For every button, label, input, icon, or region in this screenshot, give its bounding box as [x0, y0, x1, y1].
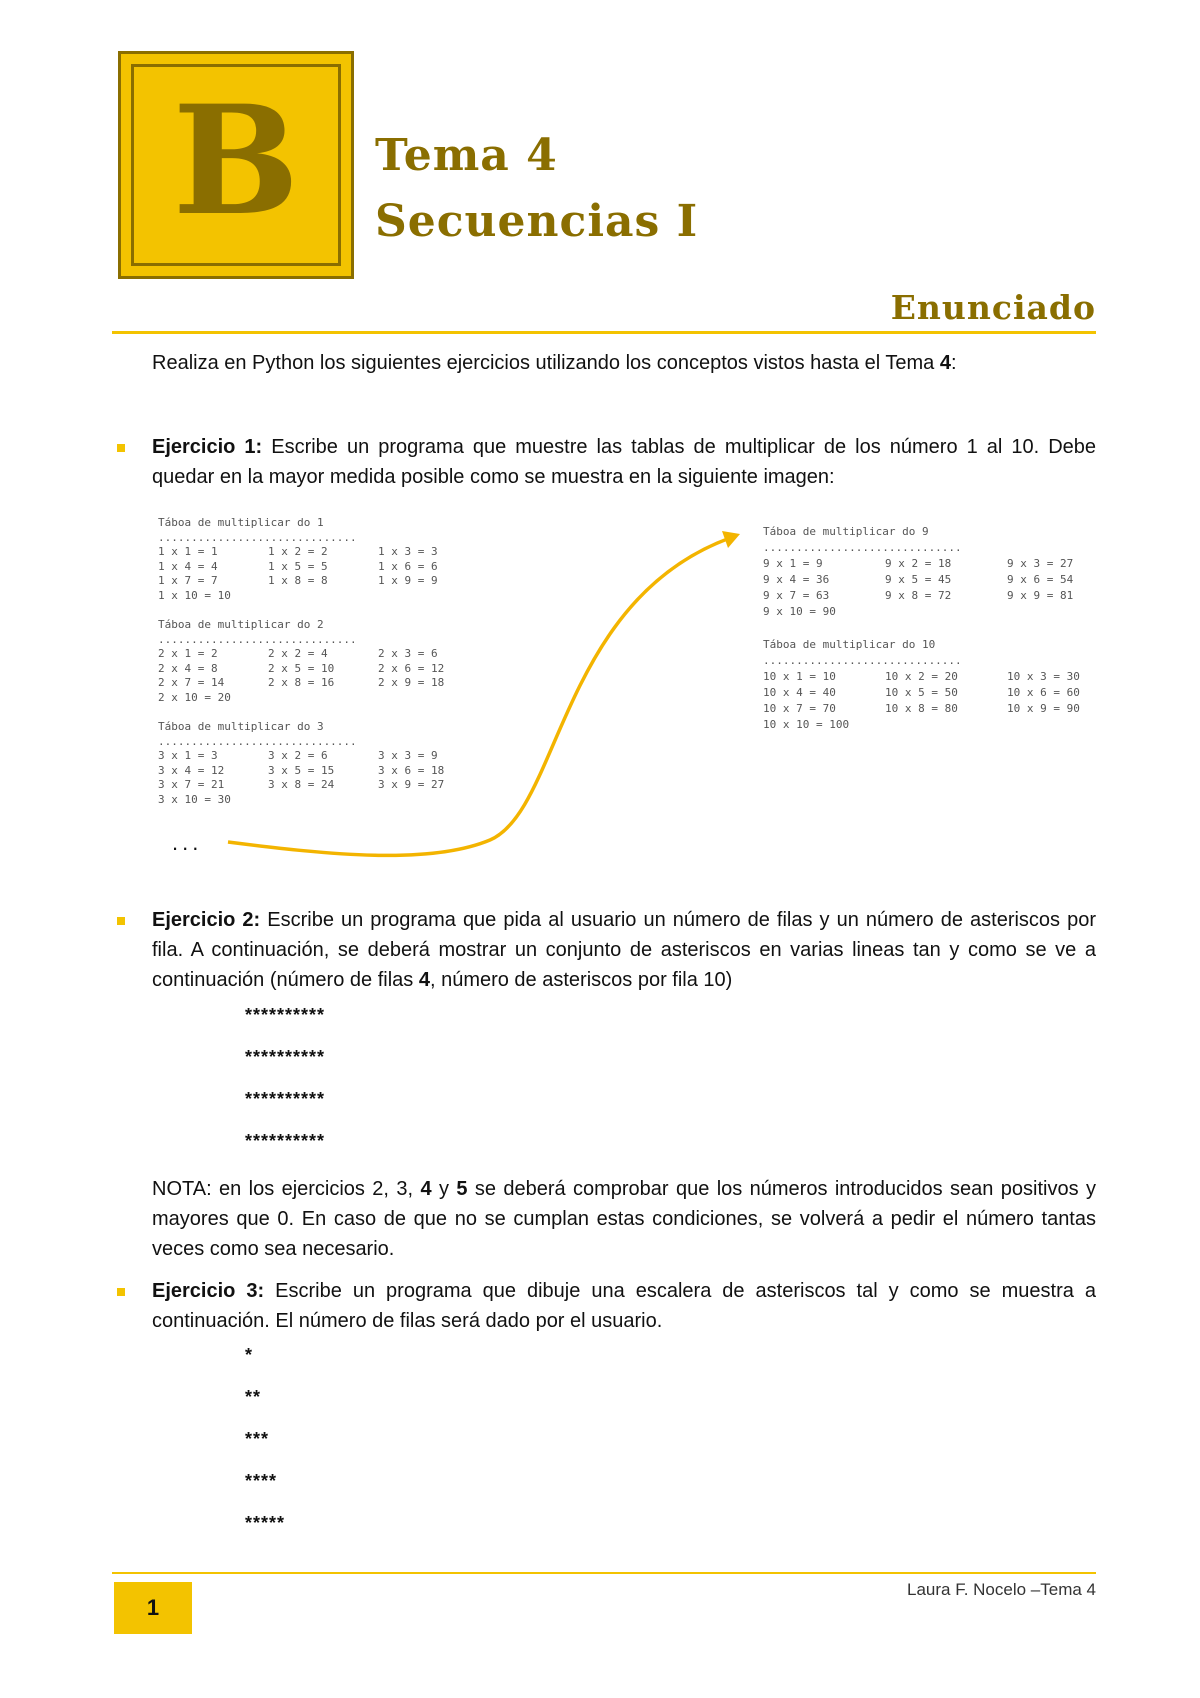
arrow-line — [228, 538, 730, 855]
ex3-body: Escribe un programa que dibuje una escalera de asteriscos tal y como se muestra a continuación. El número de filas será dado por el usuario. — [152, 1280, 1097, 1332]
table-cell: 10 x 5 = 50 — [885, 686, 958, 699]
table-cell: 2 x 10 = 20 — [158, 690, 231, 704]
nota-b: y — [431, 1178, 457, 1200]
footer-rule — [112, 1572, 1096, 1574]
table-cell: 1 x 8 = 8 — [268, 574, 328, 587]
nota-text — [152, 1174, 1096, 1264]
ex1-label: Ejercicio 1: — [152, 436, 263, 458]
ex2-stars-row: ********** — [245, 1005, 326, 1025]
table-cell: 9 x 5 = 45 — [885, 573, 952, 586]
table-cell: 1 x 2 = 2 — [268, 545, 328, 558]
table-cell: 1 x 6 = 6 — [378, 559, 438, 573]
table-cell: 9 x 9 = 81 — [1007, 589, 1074, 602]
table-cell: 2 x 3 = 6 — [378, 647, 438, 660]
table-cell: 3 x 1 = 3 — [158, 749, 218, 762]
table-cell: 2 x 6 = 12 — [378, 661, 445, 675]
table-cell: 1 x 10 = 10 — [158, 588, 231, 602]
ex2-label: Ejercicio 2: — [152, 909, 261, 931]
ex2-text — [152, 905, 1096, 995]
table-cell: 10 x 7 = 70 — [763, 702, 836, 715]
nota-bold-5: 5 — [456, 1178, 468, 1200]
ex2-stars-row: ********** — [245, 1131, 326, 1151]
table-separator: .............................. — [763, 541, 962, 554]
ex2-stars-row: ********** — [245, 1047, 326, 1067]
table-cell: 1 x 1 = 1 — [158, 545, 218, 558]
table-cell: 10 x 9 = 90 — [1007, 702, 1080, 715]
table-cell: 1 x 4 = 4 — [158, 559, 218, 573]
table-cell: 10 x 1 = 10 — [763, 670, 836, 683]
ex3-stars-row: * — [245, 1345, 254, 1365]
table-separator: .............................. — [763, 654, 962, 667]
table-cell: 3 x 4 = 12 — [158, 763, 225, 777]
table-cell: 2 x 4 = 8 — [158, 661, 218, 675]
nota-bold-4: 4 — [420, 1178, 432, 1200]
table-cell: 3 x 10 = 30 — [158, 792, 231, 806]
table-cell: 2 x 1 = 2 — [158, 647, 218, 660]
ex2-body-b: , número de asteriscos por fila 10) — [429, 969, 733, 991]
table-cell: 9 x 4 = 36 — [763, 573, 830, 586]
table-cell: 3 x 9 = 27 — [378, 778, 445, 791]
ex3-label: Ejercicio 3: — [152, 1280, 265, 1302]
table-cell: 10 x 8 = 80 — [885, 702, 958, 715]
table-cell: 9 x 7 = 63 — [763, 589, 830, 602]
table-cell: 10 x 3 = 30 — [1007, 670, 1080, 683]
table-separator: .............................. — [158, 632, 357, 646]
table-cell: 3 x 7 = 21 — [158, 778, 225, 791]
title-line-1: Tema 4 — [375, 130, 558, 181]
table-cell: 10 x 10 = 100 — [763, 718, 850, 731]
table-cell: 3 x 2 = 6 — [268, 749, 328, 762]
table-cell: 3 x 3 = 9 — [378, 749, 438, 762]
ex3-stars-row: *** — [245, 1429, 270, 1449]
table-cell: 9 x 10 = 90 — [763, 605, 836, 618]
ex3-stars-row: **** — [245, 1471, 278, 1491]
intro-end: : — [950, 352, 957, 374]
table-cell: 1 x 5 = 5 — [268, 559, 328, 573]
table-cell: 1 x 7 = 7 — [158, 574, 218, 587]
table-title: Táboa de multiplicar do 10 — [763, 638, 936, 651]
table-cell: 9 x 1 = 9 — [763, 557, 823, 570]
ex3-text — [152, 1276, 1096, 1336]
table-cell: 10 x 6 = 60 — [1007, 686, 1080, 699]
nota-a: NOTA: en los ejercicios 2, 3, — [152, 1178, 421, 1200]
table-title: Táboa de multiplicar do 2 — [158, 618, 324, 631]
table-title: Táboa de multiplicar do 1 — [158, 516, 324, 529]
ex2-bold-num: 4 — [418, 969, 430, 991]
table-separator: .............................. — [158, 530, 357, 544]
ex3-stars-row: ** — [245, 1387, 262, 1407]
table-cell: 9 x 6 = 54 — [1007, 573, 1074, 586]
table-cell: 2 x 9 = 18 — [378, 676, 445, 689]
ex2-stars-row: ********** — [245, 1089, 326, 1109]
intro-text-main: Realiza en Python los siguientes ejercicios utilizando los conceptos vistos hasta el Tema — [152, 352, 940, 374]
table-cell: 10 x 2 = 20 — [885, 670, 958, 683]
table-cell: 3 x 5 = 15 — [268, 763, 335, 777]
table-cell: 2 x 8 = 16 — [268, 676, 335, 689]
table-cell: 1 x 3 = 3 — [378, 545, 438, 558]
nota-c: se deberá comprobar que los números introducidos sean positivos y mayores que 0. En caso de que no se cumplan estas condiciones, se volverá a pedir el número tantas veces como sea necesario. — [152, 1178, 1096, 1260]
table-cell: 10 x 4 = 40 — [763, 686, 836, 699]
ex2-body-a: Escribe un programa que pida al usuario un número de filas y un número de asteriscos por fila. A continuación, se deberá mostrar un conjunto de asteriscos en varias lineas tan y como se ve a continuación (número de filas — [152, 909, 1097, 991]
footer-author: Laura F. Nocelo –Tema 4 — [907, 1580, 1096, 1599]
section-heading: Enunciado — [890, 288, 1096, 327]
bullet-ex3 — [117, 1288, 125, 1296]
table-cell: 2 x 7 = 14 — [158, 676, 225, 689]
bullet-ex2 — [117, 917, 125, 925]
ellipsis: ... — [172, 830, 203, 855]
table-cell: 3 x 6 = 18 — [378, 763, 445, 777]
logo-letter: B — [172, 73, 300, 249]
ex3-stars-row: ***** — [245, 1513, 286, 1533]
table-cell: 2 x 2 = 4 — [268, 647, 328, 660]
table-cell: 9 x 8 = 72 — [885, 589, 952, 602]
ex1-body: Escribe un programa que muestre las tablas de multiplicar de los número 1 al 10. Debe quedar en la mayor medida posible como se muestra en la siguiente imagen: — [152, 436, 1097, 488]
table-cell: 1 x 9 = 9 — [378, 574, 438, 587]
table-title: Táboa de multiplicar do 3 — [158, 720, 324, 733]
table-separator: .............................. — [158, 734, 357, 748]
table-cell: 3 x 8 = 24 — [268, 778, 335, 791]
page-number: 1 — [114, 1582, 192, 1634]
table-title: Táboa de multiplicar do 9 — [763, 525, 929, 538]
intro-bold-num: 4 — [939, 352, 951, 374]
table-cell: 9 x 3 = 27 — [1007, 557, 1074, 570]
table-cell: 2 x 5 = 10 — [268, 661, 335, 675]
title-line-2: Secuencias I — [375, 196, 699, 247]
table-cell: 9 x 2 = 18 — [885, 557, 952, 570]
